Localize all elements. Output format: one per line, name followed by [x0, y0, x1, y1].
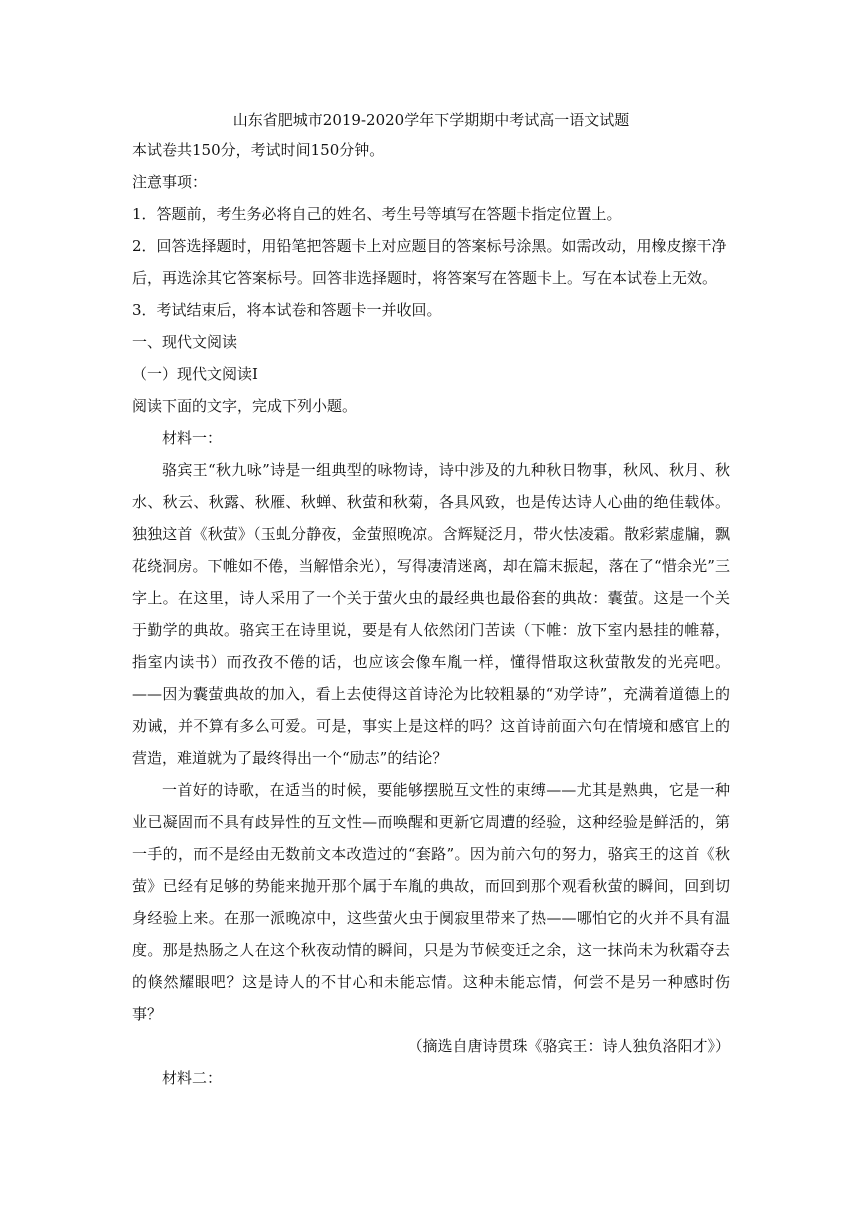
note-item-3: 3．考试结束后，将本试卷和答题卡一并收回。 — [132, 301, 442, 319]
exam-title: 山东省肥城市2019-2020学年下学期期中考试高一语文试题 — [232, 111, 630, 129]
document-page — [132, 106, 730, 1094]
notes-heading: 注意事项： — [132, 173, 208, 191]
note-item-2-continued: 后，再选涂其它答案标号。回答非选择题时，将答案写在答题卡上。写在本试卷上无效。 — [132, 269, 718, 287]
material-one-label: 材料一： — [162, 429, 223, 447]
material-two-label: 材料二： — [162, 1069, 223, 1087]
subsection-heading: （一）现代文阅读Ⅰ — [132, 365, 258, 383]
exam-intro: 本试卷共150分，考试时间150分钟。 — [132, 141, 385, 159]
reading-instruction: 阅读下面的文字，完成下列小题。 — [132, 397, 358, 415]
section-heading: 一、现代文阅读 — [132, 333, 238, 351]
note-item-2: 2．回答选择题时，用铅笔把答题卡上对应题目的答案标号涂黑。如需改动，用橡皮擦干净 — [132, 237, 727, 255]
note-item-1: 1．答题前，考生务必将自己的姓名、考生号等填写在答题卡指定位置上。 — [132, 205, 622, 223]
material-one-paragraph-2: 一首好的诗歌，在适当的时候，要能够摆脱互文性的束缚——尤其是熟典，它是一种业已凝固而不具有歧异性的互文性—而唤醒和更新它周遭的经验，这种经验是鲜活的，第一手的，而不是经由无数前文本改造过的“套路”。因为前六句的努力，骆宾王的这首《秋萤》已经有足够的势能来抛开那个属于车胤的典故，而回到那个观看秋萤的瞬间，回到切身经验上来。在那一派晚凉中，这些萤火虫于阒寂里带来了热——哪怕它的火并不具有温度。那是热肠之人在这个秋夜动情的瞬间，只是为节候变迁之余，这一抹尚未为秋霜夺去的倏然耀眼吧？这是诗人的不甘心和未能忘情。这种未能忘情，何尝不是另一种感时伤事？ — [132, 781, 730, 1023]
material-one-paragraph-1: 骆宾王“秋九咏”诗是一组典型的咏物诗，诗中涉及的九种秋日物事，秋风、秋月、秋水、秋云、秋露、秋雁、秋蝉、秋萤和秋菊，各具风致，也是传达诗人心曲的绝佳载体。独独这首《秋萤》（玉虬分静夜，金萤照晚凉。含辉疑泛月，带火怯凌霜。散彩萦虚牖，飘花绕洞房。下帷如不倦，当解惜余光），写得凄清迷离，却在篇末振起，落在了“惜余光”三字上。在这里，诗人采用了一个关于萤火虫的最经典也最俗套的典故：囊萤。这是一个关于勤学的典故。骆宾王在诗里说，要是有人依然闭门苦读（下帷：放下室内悬挂的帷幕，指室内读书）而孜孜不倦的话，也应该会像车胤一样，懂得惜取这秋萤散发的光亮吧。——因为囊萤典故的加入，看上去使得这首诗沦为比较粗暴的“劝学诗”，充满着道德上的劝诫，并不算有多么可爱。可是，事实上是这样的吗？这首诗前面六句在情境和感官上的营造，难道就为了最终得出一个“励志”的结论？ — [132, 461, 730, 767]
material-one-source: （摘选自唐诗贯珠《骆宾王：诗人独负洛阳才》） — [407, 1037, 730, 1055]
